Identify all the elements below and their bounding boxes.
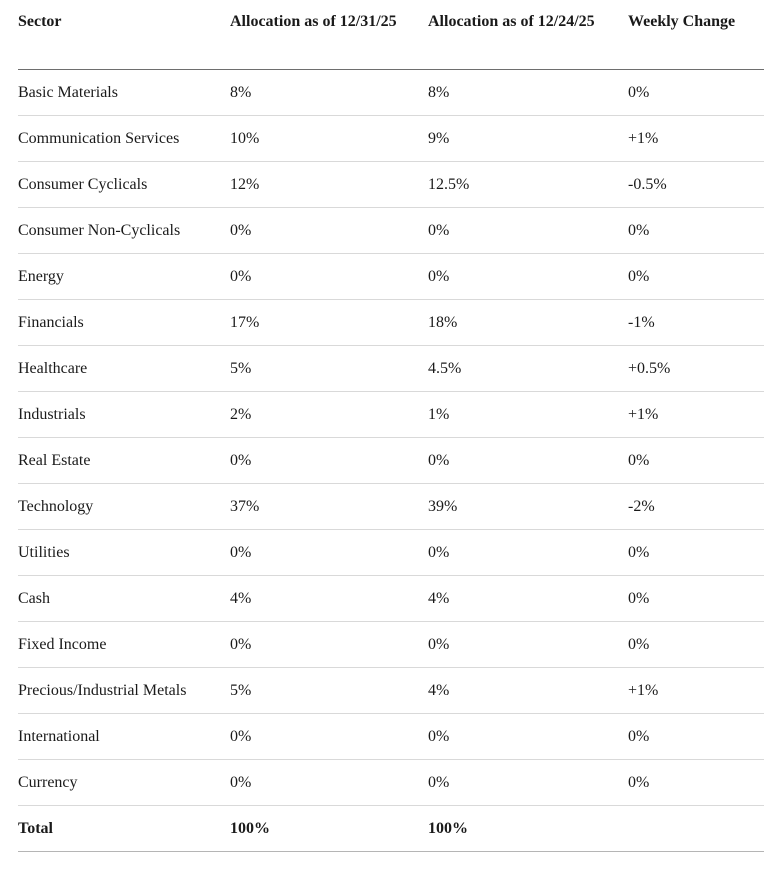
- sector-cell: Utilities: [18, 530, 230, 576]
- table-row: [18, 70, 764, 116]
- sector-cell: International: [18, 714, 230, 760]
- table-row: [18, 254, 764, 300]
- allocation-current-cell: 0%: [230, 714, 428, 760]
- sector-cell: Currency: [18, 760, 230, 806]
- sector-cell: Cash: [18, 576, 230, 622]
- allocation-current-cell: 0%: [230, 530, 428, 576]
- allocation-previous-cell: 0%: [428, 208, 628, 254]
- allocation-previous-cell: 9%: [428, 116, 628, 162]
- header-sector: Sector: [18, 8, 230, 70]
- allocation-previous-cell: 4%: [428, 668, 628, 714]
- allocation-current-cell: 0%: [230, 254, 428, 300]
- allocation-previous-cell: 0%: [428, 622, 628, 668]
- weekly-change-cell: 0%: [628, 714, 764, 760]
- weekly-change-cell: +0.5%: [628, 346, 764, 392]
- allocation-current-cell: 0%: [230, 438, 428, 484]
- table-row: [18, 346, 764, 392]
- allocation-previous-cell: 0%: [428, 254, 628, 300]
- allocation-current-cell: 10%: [230, 116, 428, 162]
- sector-cell: Real Estate: [18, 438, 230, 484]
- total-weekly-change: [628, 806, 764, 852]
- weekly-change-cell: 0%: [628, 208, 764, 254]
- table-row: [18, 484, 764, 530]
- allocation-current-cell: 0%: [230, 760, 428, 806]
- allocation-previous-cell: 1%: [428, 392, 628, 438]
- weekly-change-cell: 0%: [628, 254, 764, 300]
- table-row: [18, 714, 764, 760]
- sector-cell: Basic Materials: [18, 70, 230, 116]
- total-row: [18, 806, 764, 852]
- weekly-change-cell: 0%: [628, 438, 764, 484]
- sector-cell: Financials: [18, 300, 230, 346]
- sector-cell: Consumer Non-Cyclicals: [18, 208, 230, 254]
- table-row: [18, 622, 764, 668]
- table-row: [18, 530, 764, 576]
- weekly-change-cell: 0%: [628, 622, 764, 668]
- allocation-previous-cell: 4%: [428, 576, 628, 622]
- allocation-previous-cell: 12.5%: [428, 162, 628, 208]
- allocation-current-cell: 5%: [230, 346, 428, 392]
- weekly-change-cell: 0%: [628, 576, 764, 622]
- weekly-change-cell: -0.5%: [628, 162, 764, 208]
- allocation-previous-cell: 0%: [428, 438, 628, 484]
- sector-cell: Energy: [18, 254, 230, 300]
- allocation-previous-cell: 0%: [428, 760, 628, 806]
- sector-cell: Healthcare: [18, 346, 230, 392]
- allocation-previous-cell: 0%: [428, 714, 628, 760]
- weekly-change-cell: +1%: [628, 668, 764, 714]
- total-allocation-current: 100%: [230, 806, 428, 852]
- header-allocation-current: Allocation as of 12/31/25: [230, 8, 428, 70]
- sector-cell: Technology: [18, 484, 230, 530]
- allocation-current-cell: 4%: [230, 576, 428, 622]
- table-row: [18, 576, 764, 622]
- allocation-previous-cell: 39%: [428, 484, 628, 530]
- table-row: [18, 392, 764, 438]
- allocation-current-cell: 17%: [230, 300, 428, 346]
- allocation-current-cell: 2%: [230, 392, 428, 438]
- allocation-current-cell: 37%: [230, 484, 428, 530]
- header-allocation-previous: Allocation as of 12/24/25: [428, 8, 628, 70]
- sector-cell: Precious/Industrial Metals: [18, 668, 230, 714]
- sector-cell: Communication Services: [18, 116, 230, 162]
- sector-cell: Consumer Cyclicals: [18, 162, 230, 208]
- weekly-change-cell: 0%: [628, 70, 764, 116]
- table-row: [18, 208, 764, 254]
- table-row: [18, 760, 764, 806]
- table-row: [18, 162, 764, 208]
- table-row: [18, 438, 764, 484]
- table-header-row: [18, 8, 764, 70]
- weekly-change-cell: +1%: [628, 116, 764, 162]
- allocation-previous-cell: 0%: [428, 530, 628, 576]
- header-weekly-change: Weekly Change: [628, 8, 764, 70]
- allocation-current-cell: 12%: [230, 162, 428, 208]
- sector-allocation-table: [18, 8, 764, 852]
- weekly-change-cell: -2%: [628, 484, 764, 530]
- weekly-change-cell: +1%: [628, 392, 764, 438]
- weekly-change-cell: -1%: [628, 300, 764, 346]
- table-row: [18, 668, 764, 714]
- allocation-current-cell: 5%: [230, 668, 428, 714]
- sector-cell: Fixed Income: [18, 622, 230, 668]
- allocation-current-cell: 0%: [230, 208, 428, 254]
- allocation-previous-cell: 4.5%: [428, 346, 628, 392]
- total-label: Total: [18, 806, 230, 852]
- allocation-current-cell: 0%: [230, 622, 428, 668]
- total-allocation-previous: 100%: [428, 806, 628, 852]
- allocation-previous-cell: 8%: [428, 70, 628, 116]
- allocation-previous-cell: 18%: [428, 300, 628, 346]
- weekly-change-cell: 0%: [628, 530, 764, 576]
- allocation-current-cell: 8%: [230, 70, 428, 116]
- weekly-change-cell: 0%: [628, 760, 764, 806]
- sector-cell: Industrials: [18, 392, 230, 438]
- table-row: [18, 300, 764, 346]
- table-row: [18, 116, 764, 162]
